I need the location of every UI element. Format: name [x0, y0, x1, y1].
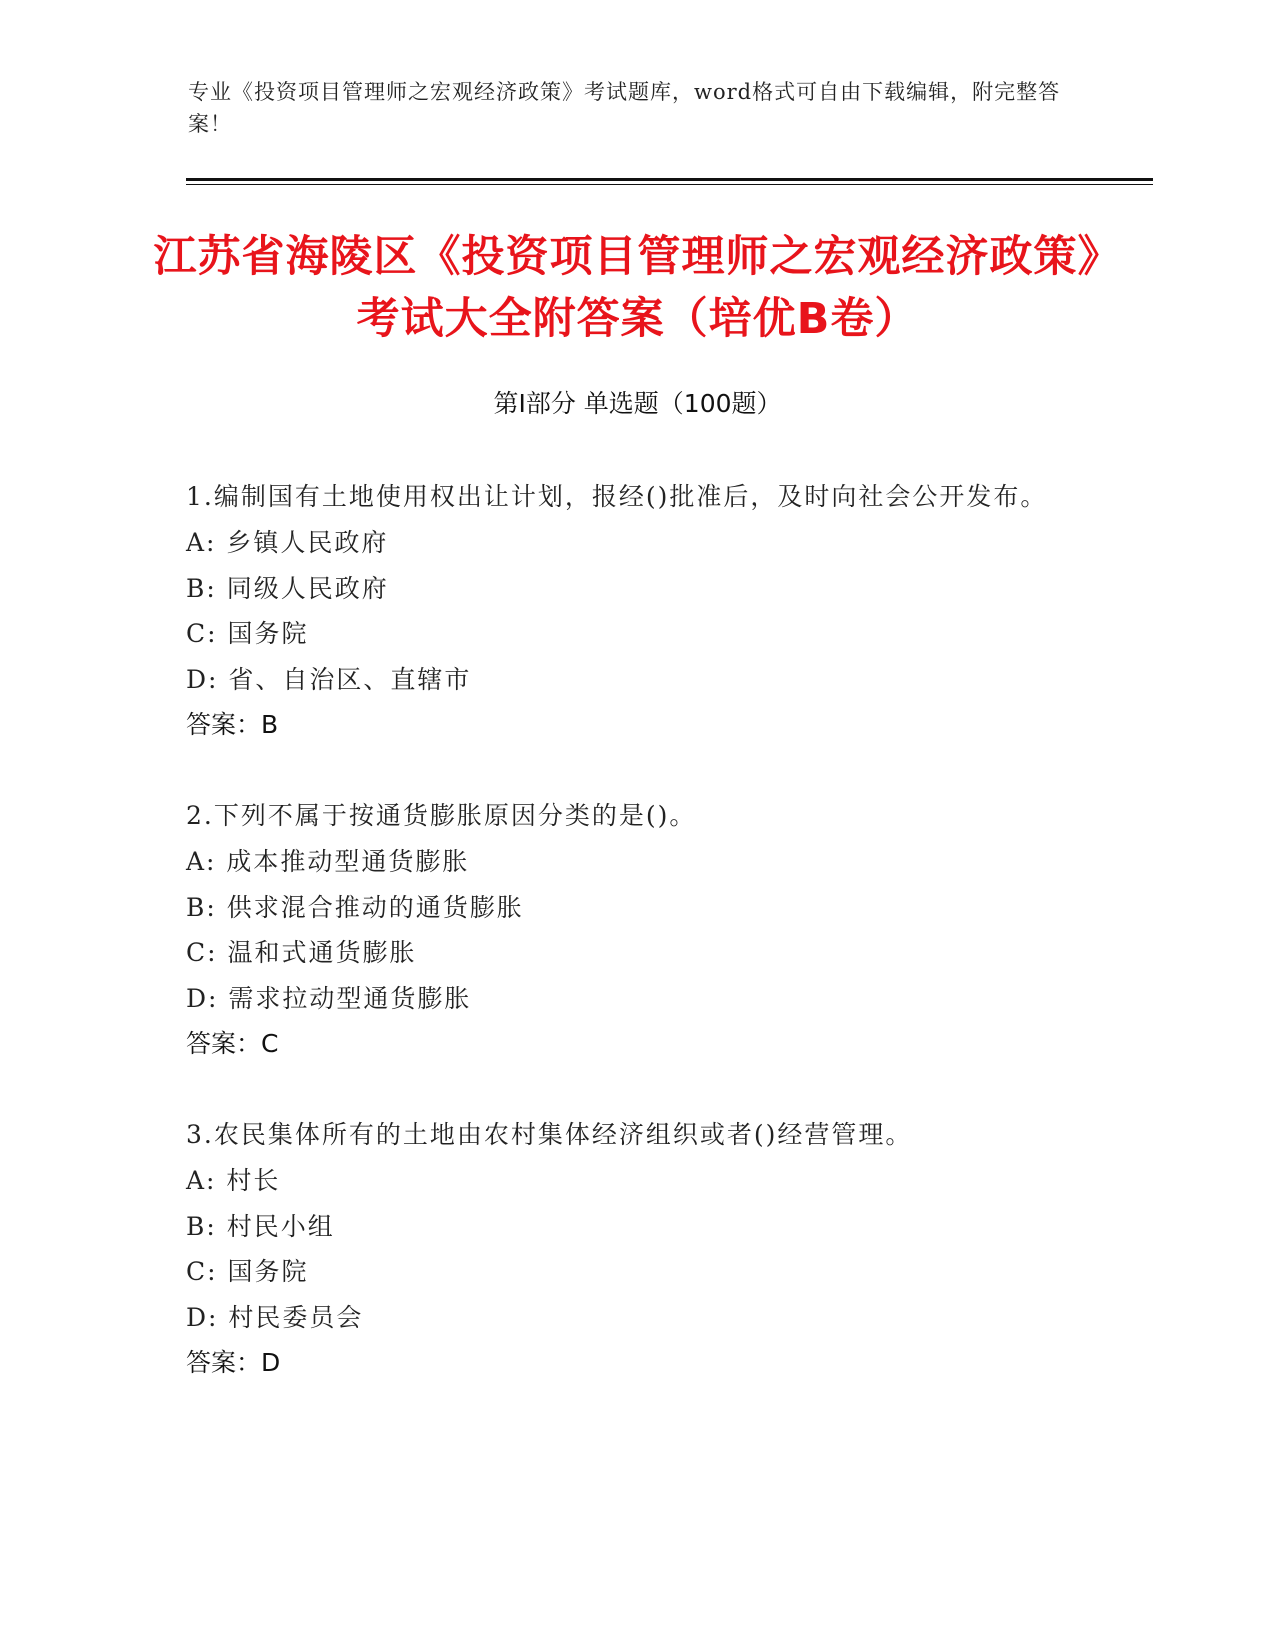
question-list	[186, 474, 1066, 1431]
answer: 答案：B	[186, 710, 279, 739]
option-c: C: 国务院	[186, 619, 309, 648]
document-title: 江苏省海陵区《投资项目管理师之宏观经济政策》考试大全附答案（培优B卷）	[153, 232, 1122, 344]
option-a: A: 村长	[186, 1166, 281, 1195]
answer: 答案：D	[186, 1348, 281, 1377]
answer: 答案：C	[186, 1029, 279, 1058]
question-stem: 1.编制国有土地使用权出让计划，报经()批准后，及时向社会公开发布。	[186, 482, 1048, 511]
option-d: D: 村民委员会	[186, 1302, 364, 1332]
option-d: D: 需求拉动型通货膨胀	[186, 983, 472, 1013]
section-heading: 第I部分 单选题（100题）	[493, 389, 782, 418]
option-c: C: 国务院	[186, 1257, 309, 1286]
question-stem: 2.下列不属于按通货膨胀原因分类的是()。	[186, 801, 697, 830]
header-note: 专业《投资项目管理师之宏观经济政策》考试题库，word格式可自由下载编辑，附完整答案！	[188, 80, 1061, 136]
header-divider-thin	[186, 184, 1153, 185]
option-a: A: 成本推动型通货膨胀	[186, 847, 470, 876]
question-1	[186, 474, 1066, 748]
question-stem: 3.农民集体所有的土地由农村集体经济组织或者()经营管理。	[186, 1120, 913, 1149]
option-b: B: 同级人民政府	[186, 573, 389, 603]
option-b: B: 村民小组	[186, 1211, 335, 1241]
header-divider-thick	[186, 178, 1153, 181]
question-2	[186, 793, 1066, 1067]
option-c: C: 温和式通货膨胀	[186, 938, 417, 967]
option-a: A: 乡镇人民政府	[186, 528, 389, 557]
option-b: B: 供求混合推动的通货膨胀	[186, 892, 524, 922]
question-3	[186, 1112, 1066, 1386]
option-d: D: 省、自治区、直辖市	[186, 664, 472, 694]
